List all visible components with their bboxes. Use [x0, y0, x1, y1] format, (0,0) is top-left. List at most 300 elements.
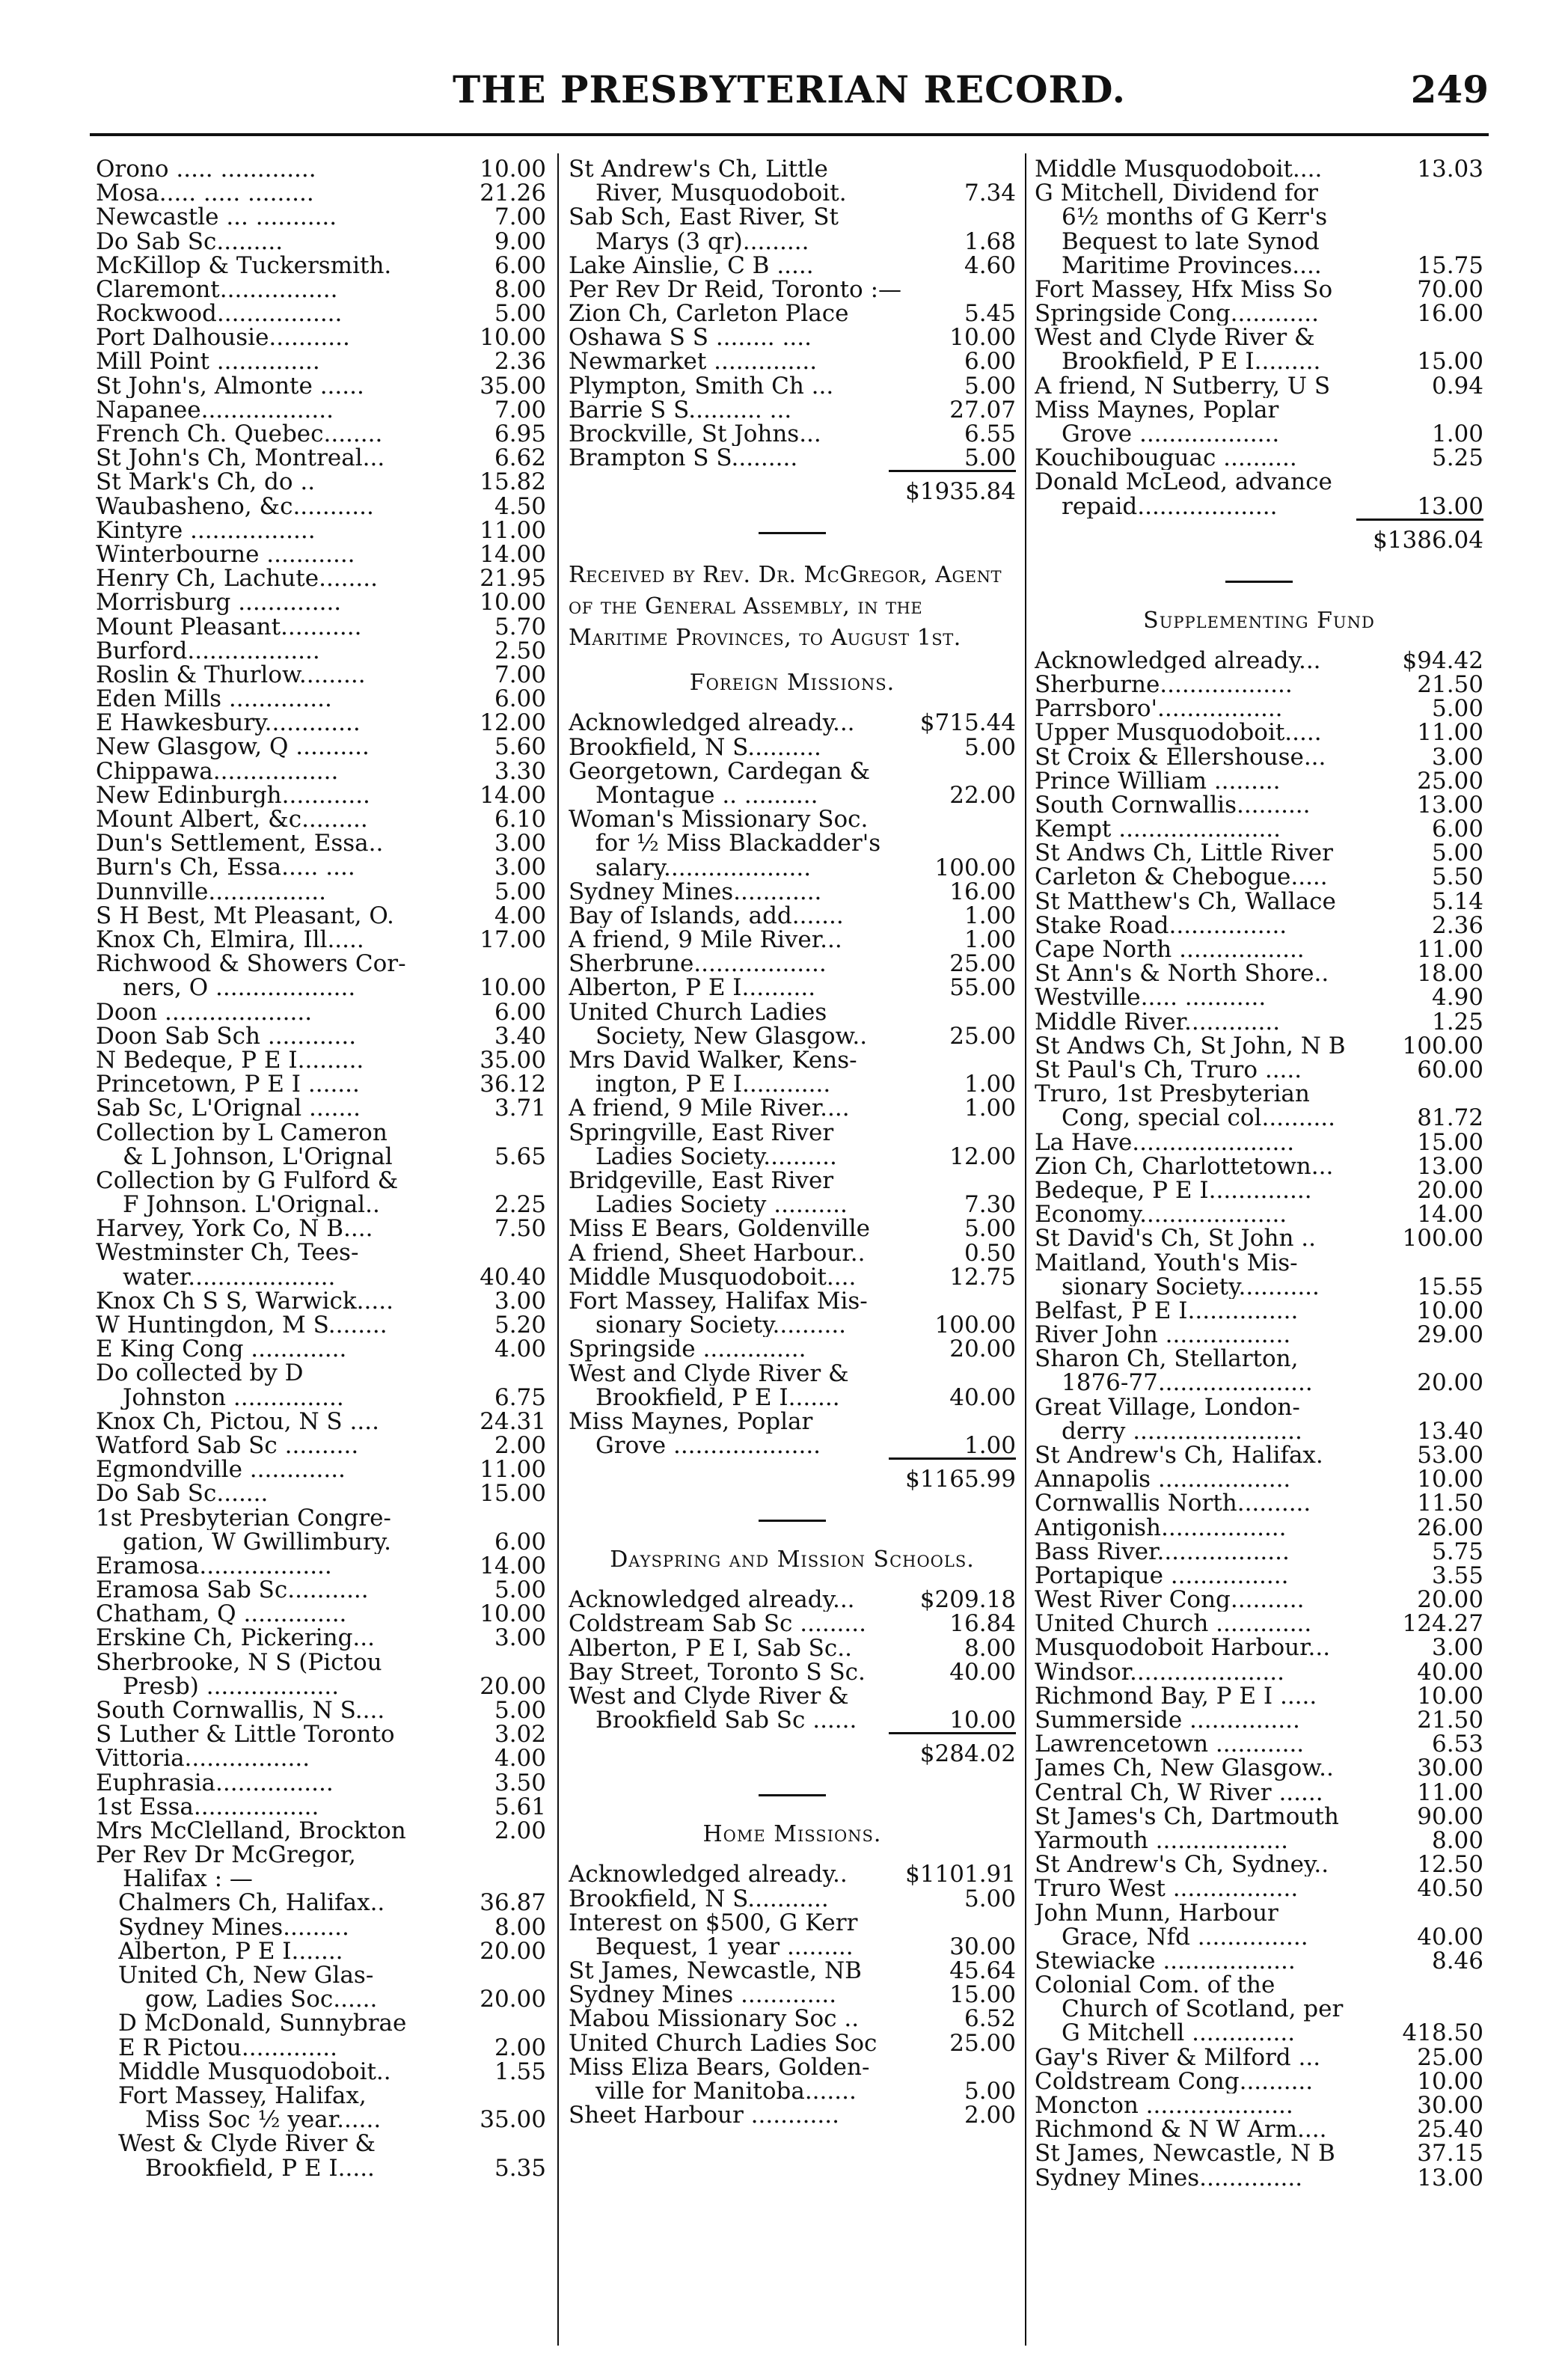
entry-name: Brampton S S......... [569, 446, 798, 471]
entry-amount: 24.31 [480, 1407, 546, 1435]
entry-friend9 [569, 1096, 1016, 1120]
entry-name: St Matthew's Ch, Wallace [1035, 889, 1336, 914]
entry-row [96, 1456, 546, 1484]
entry-maitland [1035, 1275, 1483, 1299]
entry-row [569, 735, 1016, 759]
entry-amount: $209.18 [919, 1586, 1016, 1614]
entry-amount: 13.00 [1417, 791, 1483, 819]
entry-mcleod [1035, 492, 1483, 520]
entry-row [1035, 1660, 1483, 1684]
entry-row [96, 1771, 546, 1795]
entry-amount: 10.00 [480, 1600, 546, 1628]
entry-name: Per Rev Dr Reid, Toronto :— [569, 277, 902, 302]
entry-amount: 2.00 [494, 1817, 546, 1844]
entry-amount: 3.55 [1431, 1561, 1483, 1589]
entry-amount: 5.00 [964, 444, 1016, 472]
entry-name: Vittoria................. [96, 1746, 310, 1771]
entry-amount: 5.20 [494, 1311, 546, 1339]
entry-row [1035, 1756, 1483, 1780]
entry-row [1035, 1636, 1483, 1660]
entry-row [96, 422, 546, 446]
entry-row [1035, 887, 1483, 915]
entry-name: Henry Ch, Lachute........ [96, 566, 378, 591]
entry-harvey [96, 1217, 546, 1241]
entry-amount: 12.50 [1417, 1851, 1483, 1879]
entry-amount: 100.00 [934, 854, 1016, 881]
entry-amount: 20.00 [1417, 1586, 1483, 1614]
entry-name: Springside .............. [569, 1337, 806, 1362]
entry-name: & L Johnson, L'Orignal [123, 1144, 393, 1169]
entry-name: Antigonish................. [1035, 1515, 1287, 1540]
entry-name-line2: Church of Scotland, per [1062, 1997, 1344, 2022]
entry-row [96, 783, 546, 807]
entry-row [1035, 2116, 1483, 2144]
entry-row [96, 398, 546, 422]
entry-row [118, 1891, 546, 1915]
entry-row [96, 205, 546, 229]
column-3 [1035, 157, 1483, 2190]
entry-name: A friend, 9 Mile River... [569, 928, 842, 952]
entry-name: River, Musquodoboit. [595, 181, 847, 206]
entry-amount: 4.00 [494, 902, 546, 929]
entry-name: E R Pictou............. [118, 2035, 338, 2060]
entry-amount: 20.00 [949, 1336, 1016, 1363]
entry-name: New Edinburgh............ [96, 783, 370, 808]
entry-name: Gay's River & Milford ... [1035, 2045, 1321, 2070]
entry-row [569, 928, 1016, 952]
entry-name: Mount Pleasant........... [96, 614, 362, 639]
entry-name: Burn's Ch, Essa..... .... [96, 855, 355, 880]
entry-littleriver [569, 181, 1016, 205]
entry-row [1035, 1128, 1483, 1156]
entry-row [1035, 719, 1483, 747]
entry-list [118, 1891, 546, 1964]
entry-row [569, 711, 1016, 735]
entry-row [1035, 911, 1483, 939]
entry-row [96, 350, 546, 374]
entry-name: Knox Ch S S, Warwick..... [96, 1288, 393, 1313]
entry-name-line1: Sab Sch, East River, St [569, 205, 839, 230]
entry-amount: 5.00 [1431, 695, 1483, 723]
entry-amount: 55.00 [949, 974, 1016, 1002]
entry-row [569, 976, 1016, 1000]
entry-name: Mill Point .............. [96, 349, 320, 374]
entry-name: Sydney Mines ............. [569, 1983, 837, 2007]
entry-list [96, 1289, 546, 1362]
entry-name: Eden Mills .............. [96, 687, 332, 712]
entry-name: derry ....................... [1062, 1419, 1302, 1443]
entry-name: Upper Musquodoboit..... [1035, 721, 1322, 745]
entry-list [118, 2011, 546, 2084]
entry-name: Zion Ch, Carleton Place [569, 302, 849, 326]
entry-name: Dun's Settlement, Essa.. [96, 831, 384, 856]
entry-row [96, 542, 546, 566]
entry-amount: 14.00 [480, 540, 546, 568]
entry-amount: 21.50 [1417, 670, 1483, 698]
entry-name: Newmarket .............. [569, 349, 818, 374]
entry-name-line1: Truro, 1st Presbyterian [1035, 1082, 1310, 1107]
entry-name-line1: West and Clyde River & [569, 1684, 849, 1709]
entry-amount: 5.61 [494, 1793, 546, 1820]
entry-row [118, 1939, 546, 1963]
entry-name: repaid................... [1062, 494, 1278, 518]
entry-name: Chippawa................. [96, 759, 339, 783]
page-title: THE PRESBYTERIAN RECORD. [452, 67, 1127, 111]
entry-amount: 16.84 [949, 1610, 1016, 1638]
entry-name-line1: Georgetown, Cardegan & [569, 759, 871, 783]
entry-name: Richmond Bay, P E I ..... [1035, 1683, 1317, 1709]
entry-name: St James's Ch, Dartmouth [1035, 1804, 1339, 1829]
entry-name: Euphrasia................ [96, 1770, 334, 1795]
entry-row [96, 1819, 546, 1843]
entry-name: Sydney Mines.............. [1035, 2165, 1303, 2190]
entry-name: W Huntingdon, M S........ [96, 1312, 388, 1338]
entry-amount: 15.55 [1417, 1273, 1483, 1300]
entry-amount: 25.00 [1417, 767, 1483, 795]
entry-bridgeville [569, 1193, 1016, 1217]
entry-row [96, 565, 546, 593]
entry-amount: 5.65 [494, 1142, 546, 1170]
entry-amount: 3.00 [494, 854, 546, 881]
entry-row [569, 1588, 1016, 1612]
entry-name: Coldstream Sab Sc ......... [569, 1612, 866, 1636]
entry-row [1035, 2067, 1483, 2095]
entry-row [569, 350, 1016, 374]
entry-row [1035, 1588, 1483, 1612]
entry-name: Brockville, St Johns... [569, 422, 821, 447]
entry-row [1035, 2140, 1483, 2168]
entry-amount: 7.50 [494, 1215, 546, 1243]
entry-row [569, 1660, 1016, 1684]
entry-amount: 6.00 [1431, 816, 1483, 843]
entry-name: Erskine Ch, Pickering... [96, 1626, 375, 1651]
entry-amount: 1.00 [964, 902, 1016, 929]
entry-name: Society, New Glasgow.. [595, 1024, 868, 1049]
entry-row [1035, 1708, 1483, 1732]
entry-amount: 1.00 [964, 926, 1016, 954]
entry-united [118, 1987, 546, 2011]
entry-row [569, 880, 1016, 904]
entry-westclyde [118, 2156, 546, 2180]
entry-row [96, 928, 546, 952]
entry-name: E Hawkesbury............. [96, 711, 361, 735]
entry-amount: 100.00 [1402, 1225, 1483, 1252]
entry-name: Princetown, P E I ....... [96, 1072, 360, 1097]
entry-name: Middle Musquodoboit.... [569, 1264, 857, 1289]
entry-amount: 6.00 [494, 251, 546, 279]
entry-name: Bay of Islands, add....... [569, 903, 844, 929]
entry-name: St Mark's Ch, do .. [96, 470, 316, 495]
entry-amount: 2.25 [494, 1191, 546, 1219]
entry-row [569, 300, 1016, 328]
entry-row [96, 663, 546, 687]
entry-row [569, 1862, 1016, 1886]
entry-amount: 3.00 [494, 1287, 546, 1315]
entry-name-line1: Fort Massey, Halifax, [118, 2084, 367, 2108]
entry-name: Bay Street, Toronto S Sc. [569, 1659, 866, 1684]
entry-amount: 6.62 [494, 444, 546, 472]
entry-row [96, 1000, 546, 1024]
entry-amount: 5.00 [964, 2078, 1016, 2105]
entry-westminster [96, 1265, 546, 1289]
entry-name-line1: Miss Eliza Bears, Golden- [569, 2055, 870, 2080]
entry-amount: 15.00 [1417, 1128, 1483, 1156]
entry-stewiacke [1035, 1949, 1483, 1973]
entry-amount: 3.50 [494, 1769, 546, 1796]
entry-name: Chalmers Ch, Halifax.. [118, 1891, 385, 1915]
entry-name: Sydney Mines............ [569, 879, 822, 904]
entry-amount: 5.00 [964, 1885, 1016, 1912]
entry-row [96, 518, 546, 542]
entry-row [1035, 1851, 1483, 1879]
entry-name: Burford.................. [96, 638, 320, 663]
entry-name: Cape North ................. [1035, 937, 1305, 962]
entry-name-line2: 6½ months of G Kerr's [1062, 205, 1328, 230]
entry-name: Eramosa Sab Sc........... [96, 1578, 369, 1603]
page-header [90, 67, 1489, 120]
entry-amount: 35.00 [480, 2106, 546, 2134]
entry-row [1035, 863, 1483, 891]
subheading-line1: Per Rev Dr McGregor, [96, 1843, 356, 1867]
entry-row [1035, 1058, 1483, 1082]
entry-row [569, 398, 1016, 422]
entry-name: Middle Musquodoboit.. [118, 2059, 391, 2084]
entry-row [1035, 1491, 1483, 1515]
entry-amount: 8.00 [1431, 1826, 1483, 1854]
entry-amount: 25.00 [1417, 2043, 1483, 2071]
entry-amount: 14.00 [480, 781, 546, 809]
entry-name: Chatham, Q .............. [96, 1602, 347, 1627]
entry-amount: 3.00 [494, 1624, 546, 1652]
entry-amount: 0.50 [964, 1239, 1016, 1267]
total-amount: $284.02 [889, 1732, 1016, 1769]
entry-row [96, 157, 546, 181]
entry-row [1035, 646, 1483, 674]
column-divider-2 [1025, 153, 1026, 2346]
entry-name: Bass River.................. [1035, 1539, 1290, 1564]
entry-row [569, 1959, 1016, 1983]
entry-amount: 27.07 [949, 396, 1016, 423]
entry-amount: $715.44 [919, 709, 1016, 737]
entry-amount: 10.00 [1417, 1297, 1483, 1324]
entry-row [1035, 1443, 1483, 1467]
entry-list [1035, 646, 1483, 1083]
entry-name: ners, O ................... [123, 976, 356, 1000]
entry-amount: 25.40 [1417, 2116, 1483, 2144]
entry-sutberry [1035, 374, 1483, 398]
entry-row [1035, 960, 1483, 988]
entry-amount: 15.00 [1417, 348, 1483, 376]
entry-great [1035, 1419, 1483, 1443]
entry-name-line1: Colonial Com. of the [1035, 1973, 1275, 1998]
entry-amount: 29.00 [1417, 1321, 1483, 1349]
entry-name-line1: Bridgeville, East River [569, 1169, 834, 1193]
entry-name: Cong, special col.......... [1062, 1106, 1336, 1131]
receipt-notice: Received by Rev. Dr. McGregor, Agent of the General Assembly, in the Maritime Provinces, to August 1st. [569, 562, 1002, 652]
section-heading-foreign-missions: Foreign Missions. [689, 670, 895, 697]
entry-row [118, 2060, 546, 2084]
entry-name-line1: West and Clyde River & [569, 1361, 849, 1386]
entry-name: Eramosa.................. [96, 1553, 332, 1579]
entry-row [569, 446, 1016, 470]
entry-name: Grove ................... [1062, 422, 1280, 447]
entry-amount: 18.00 [1417, 960, 1483, 988]
entry-amount: 10.00 [949, 1707, 1016, 1734]
entry-row [1035, 745, 1483, 769]
entry-name: Barrie S S.......... ... [569, 397, 792, 423]
entry-name: Port Dalhousie........... [96, 325, 350, 350]
entry-name: Economy.................... [1035, 1202, 1287, 1227]
entry-row [96, 324, 546, 352]
entry-name-line1: Donald McLeod, advance [1035, 470, 1332, 495]
entry-row [96, 1721, 546, 1749]
entry-name: E King Cong ............. [96, 1337, 347, 1362]
entry-massey [118, 2108, 546, 2132]
entry-amount: 5.00 [494, 878, 546, 905]
entry-row [1035, 1010, 1483, 1034]
entry-walker [569, 1072, 1016, 1096]
entry-list [1035, 1443, 1483, 1901]
entry-name: A friend, Sheet Harbour.. [569, 1241, 866, 1265]
entry-name: St David's Ch, St John .. [1035, 1226, 1316, 1251]
entry-name: United Church ............. [1035, 1612, 1312, 1636]
entry-amount: 2.36 [1431, 911, 1483, 939]
entry-row [1035, 841, 1483, 865]
entry-name: Sheet Harbour ............ [569, 2103, 839, 2128]
entry-name: Zion Ch, Charlottetown... [1035, 1154, 1334, 1178]
entry-amount: 12.00 [949, 1142, 1016, 1170]
entry-list [569, 711, 1016, 759]
entry-name: gation, W Gwillimbury. [123, 1529, 391, 1554]
entry-row [569, 324, 1016, 352]
entry-name: Moncton .................... [1035, 2093, 1293, 2118]
entry-amount: 21.26 [480, 180, 546, 207]
entry-amount: 20.00 [480, 1672, 546, 1700]
entry-row [96, 1698, 546, 1722]
entry-name: Carleton & Chebogue..... [1035, 865, 1328, 890]
entry-name-line1: John Munn, Harbour [1035, 1900, 1278, 1925]
entry-name: St Andws Ch, Little River [1035, 841, 1333, 866]
entry-row [96, 492, 546, 520]
entry-amount: 16.00 [1417, 300, 1483, 328]
entry-amount: 10.00 [1417, 1682, 1483, 1710]
entry-amount: 16.00 [949, 878, 1016, 905]
entry-name: St Andrew's Ch, Halifax. [1035, 1443, 1323, 1468]
entry-name: Claremont................ [96, 277, 338, 302]
entry-row [96, 807, 546, 831]
entry-name: Belfast, P E I............... [1035, 1298, 1299, 1324]
entry-name: St James, Newcastle, NB [569, 1959, 862, 1983]
entry-name: St Paul's Ch, Truro ..... [1035, 1057, 1302, 1083]
entry-name: Mount Albert, &c......... [96, 807, 368, 832]
entry-name: St James, Newcastle, N B [1035, 2141, 1335, 2166]
entry-name: La Have...................... [1035, 1130, 1295, 1154]
entry-amount: 6.00 [494, 1528, 546, 1555]
entry-amount: 13.03 [1417, 155, 1483, 183]
entry-name-line1: 1st Presbyterian Congre- [96, 1505, 391, 1530]
section-heading-home-missions: Home Missions. [702, 1821, 882, 1848]
total-amount: $1165.99 [889, 1457, 1016, 1494]
entry-list [96, 157, 546, 952]
entry-amount: 4.00 [494, 1745, 546, 1772]
entry-name: Prince William ......... [1035, 768, 1281, 793]
entry-richwood [96, 976, 546, 1000]
entry-amount: 11.00 [1417, 936, 1483, 964]
entry-name: St Andrew's Ch, Sydney.. [1035, 1853, 1329, 1877]
entry-name: Alberton, P E I, Sab Sc.. [569, 1636, 852, 1660]
entry-name: Grove .................... [595, 1434, 821, 1458]
entry-row [569, 1241, 1016, 1265]
entry-name: Knox Ch, Pictou, N S .... [96, 1409, 379, 1434]
entry-row [1035, 1684, 1483, 1708]
entry-amount: 1.25 [1431, 1008, 1483, 1035]
entry-list [96, 1407, 546, 1508]
entry-amount: 40.00 [949, 1658, 1016, 1686]
entry-name: sionary Society.......... [595, 1313, 847, 1338]
entry-name: St John's, Almonte ...... [96, 373, 364, 398]
entry-row [1035, 1826, 1483, 1854]
entry-name-line1: Richwood & Showers Cor- [96, 952, 406, 976]
entry-row [569, 1265, 1016, 1289]
section-separator [1225, 581, 1293, 583]
entry-name: Annapolis .................. [1035, 1467, 1291, 1492]
entry-name: Newcastle ... ........... [96, 205, 337, 230]
entry-list [569, 1862, 1016, 1910]
entry-amount: 6.10 [494, 806, 546, 833]
entry-name: Central Ch, W River ...... [1035, 1780, 1323, 1805]
entry-amount: 8.00 [494, 275, 546, 303]
entry-amount: 30.00 [949, 1933, 1016, 1960]
entry-row [1035, 300, 1483, 328]
entry-name: sionary Society........... [1062, 1274, 1320, 1299]
entry-amount: 30.00 [1417, 2092, 1483, 2120]
entry-name: Stewiacke .................. [1035, 1948, 1296, 1974]
entry-amount: 25.00 [949, 950, 1016, 978]
entry-amount: 5.00 [964, 372, 1016, 400]
entry-name: Brookfield Sab Sc ...... [595, 1708, 857, 1733]
entry-name: Doon .................... [96, 1000, 313, 1024]
entry-amount: 81.72 [1417, 1104, 1483, 1132]
entry-row [569, 422, 1016, 446]
entry-name: Brookfield, N S.......... [569, 735, 821, 759]
entry-amount: 15.82 [480, 468, 546, 496]
entry-name: Mosa..... ..... ......... [96, 181, 314, 206]
entry-name: Mrs McClelland, Brockton [96, 1818, 406, 1844]
entry-row [96, 300, 546, 328]
entry-name: Middle River............. [1035, 1009, 1281, 1034]
entry-row [1035, 1299, 1483, 1323]
column-divider-1 [557, 153, 559, 2346]
entry-amount: 1.00 [964, 1095, 1016, 1122]
entry-row [569, 1983, 1016, 2007]
entry-name: S H Best, Mt Pleasant, O. [96, 903, 394, 928]
entry-name: Brookfield, P E I....... [595, 1385, 840, 1410]
entry-amount: 20.00 [1417, 1369, 1483, 1397]
entry-amount: 1.68 [964, 227, 1016, 255]
entry-amount: 7.30 [964, 1191, 1016, 1219]
entry-name: Miss Soc ½ year...... [145, 2108, 382, 2132]
entry-amount: 20.00 [480, 1937, 546, 1965]
entry-row [1035, 936, 1483, 964]
entry-name: ville for Manitoba....... [595, 2079, 857, 2104]
entry-name-line1: Interest on $500, G Kerr [569, 1910, 858, 1935]
entry-amount: 11.50 [1417, 1490, 1483, 1517]
entry-row [1035, 1612, 1483, 1636]
entry-amount: 3.71 [494, 1095, 546, 1122]
entry-amount: 70.00 [1417, 275, 1483, 303]
section-separator [759, 532, 826, 534]
entry-row [96, 1024, 546, 1048]
